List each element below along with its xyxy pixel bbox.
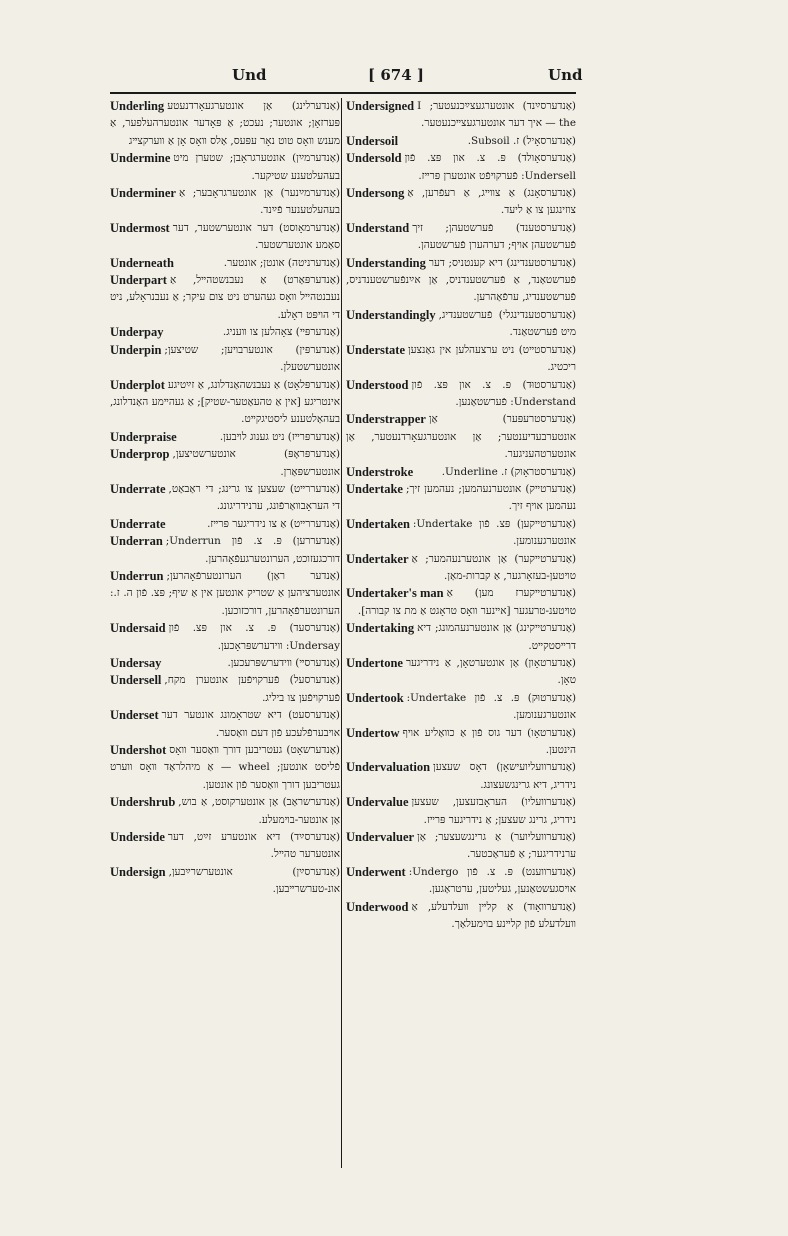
entry-definition: (אַנדערסטײט) ניט ערצעהלען אין גאַנצען ריכטיג. [408,343,576,374]
dictionary-entry [346,899,576,934]
entry-definition: (אַנדערטײקער) אַן אונטערנעהמער; אַ טױטען-בעזאָרגער, אַ קברות-מאַן. [411,552,576,582]
dictionary-entry [110,829,340,864]
dictionary-entry [346,481,576,516]
entry-headword: Undertaker [346,551,409,566]
entry-definition: (אַנדערשאָט) געטריבען דורך װאַסער װאָס פֿליסט אונטען; wheel — אַ מיהלראַד װאָס װערט געטריבען דורך װאַסער פֿון אונטען. [110,744,340,791]
entry-definition: (אַנדערפּלאָט) אַ נעבנשהאַנדלונג, אַ זײַטיגע אינטריגע [אין אַ טהעאַטער-שטיק]; אַ געהײמע האַנדלונג, בעהאַלטענע ליסטיגקײט. [110,378,340,426]
entry-definition: (אַנדערסאָולד) פּ. צ. און פּצ. פֿון Undersell: פֿערקױפֿט אונטערן פּרײז. [404,152,576,182]
entry-definition: (אַנדערסטוּד) פּ. צ. און פּצ. פֿון Understand: פֿערשטאַנען. [411,378,576,408]
entry-headword: Undersong [346,186,405,201]
entry-headword: Undersaid [110,621,166,636]
dictionary-entry [346,585,576,620]
dictionary-entry [346,464,576,481]
entry-definition: (אַנדערװעליוער) אַ גרינגשעצער; אַן ערנידריגער; אַ פֿעראַכטער. [417,831,576,861]
dictionary-entry [110,377,340,429]
entry-headword: Undervaluation [346,760,431,775]
dictionary-entry [346,829,576,864]
entry-definition: (אַנדערמײַן) אונטערגראָבן; שטערן מיט בעהעלטענע שטיקער. [173,152,340,182]
entry-definition: (אַנדערפּײ) צאָהלען צו װעניג. [222,326,340,339]
entry-definition: (אַנדערניטה) אונטן; אונטער. [223,256,340,269]
page-number: [ 674 ] [368,66,424,84]
entry-headword: Undershot [110,743,167,758]
entry-definition: (אַנדערסטרעפּער) אַן אונטערבעדיענטער; אַן אונטערגעאָרדנעטער, אַן אונטערטהעניגער. [346,413,576,461]
entry-definition: (אַנדערװעליו) העראָבזעצען, שעצען נידריג, גרינג שעצען; אַ נידריגער פּרײז. [411,796,576,826]
entry-definition: (אַנדערסאָיל) ז. Subsoil. [467,134,576,147]
entry-headword: Understand [346,220,410,235]
entry-headword: Undersay [110,656,162,670]
entry-definition: (אַנדערשראַב) אַן אונטערקוסט, אַ בוש, אַן אונטער-בױמעלע. [178,796,340,826]
left-column [110,98,340,1178]
entry-headword: Underprop [110,447,170,462]
dictionary-entry [346,551,576,586]
entry-definition: (אַנדערטאָון) אַן אונטערטאָן, אַ נידריגער טאָן. [405,657,576,687]
entry-headword: Undertaker's man [346,586,444,601]
entry-headword: Undervalue [346,795,409,810]
entry-definition: (אַנדערלינג) אַן אונטערגעאָרדנעטע פּערזאָן; אונטער; נעכט; אַ פּאָדער אונטערהעלפער, אַ מענש װאָס טוט נאָר עפּעס, אַלס װאָס אָן אַ װערקצײג [110,100,340,147]
entry-definition: (אַנדעררײט) אַ צו נידריגער פּרײז. [207,517,340,530]
dictionary-entry [110,655,340,672]
entry-definition: (אַנדערטײקערז מען) אַ טױטענ-טרעגער [אײנער װאָס טראָגט אַ מת צו קבורה]. [357,587,576,617]
entry-definition: (אַנדערסײַן) אונטערשרײַבען, אונ-טערשרײבען. [168,865,340,896]
entry-headword: Undersigned [346,99,415,113]
entry-headword: Underplot [110,377,165,392]
dictionary-entry [110,324,340,341]
dictionary-entry [110,620,340,655]
entry-definition: (אַנדערװאָוד) אַ קלײן װעלדעלע, אַ װעלדעלע פֿון קלײנע בױמעלאַך. [411,900,576,931]
dictionary-entry [346,342,576,377]
dictionary-entry [346,307,576,342]
entry-headword: Undersign [110,864,166,879]
dictionary-entry [346,377,576,412]
entry-headword: Underpraise [110,429,177,444]
entry-headword: Undervaluer [346,830,415,845]
entry-headword: Underwent [346,864,406,879]
entry-headword: Underrun [110,568,164,583]
dictionary-entry [346,185,576,220]
entry-definition: (אַנדערמײַנער) אַן אונטערגראָבער; אַ בעהעלטענער פֿײַנד. [178,187,340,217]
entry-definition: (אַנדערטאָו) דער גוס פֿון אַ כװאַליע אױף הינטען. [402,726,576,757]
dictionary-entry [346,725,576,760]
dictionary-entry [110,272,340,324]
entry-definition: (אַנדערטײק) אונטערנעהמען; נעהמען זיך; נעהמען אױף זיך. [405,482,576,513]
entry-headword: Understood [346,377,409,392]
entry-headword: Undermost [110,220,170,235]
entry-definition: (אַנדערטײקינג) אַן אונטערנעהמונג; דיא דרײסטקײט. [417,622,576,652]
entry-definition: (אַנדערטוּק) פּ. צ. פֿון Undertake: אונטערגענומען. [406,691,576,722]
entry-headword: Undertow [346,725,400,740]
dictionary-entry [346,98,576,133]
entry-headword: Underpay [110,325,164,340]
dictionary-entry [346,655,576,690]
dictionary-entry [110,98,340,150]
right-column [346,98,576,1178]
dictionary-entry [110,533,340,568]
entry-definition: (אַנדערסאָנג) אַ צװײג, אַ רעפֿרען, אַ צוזינגען צו אַ ליעד. [407,187,576,217]
entry-definition: (אַנדערסטראָוק) ז. Underline. [441,465,576,478]
dictionary-entry [110,481,340,516]
entry-headword: Understrapper [346,412,426,427]
entry-headword: Understroke [346,464,414,479]
dictionary-entry [346,690,576,725]
entry-headword: Undersoil [346,133,399,148]
entry-headword: Understandingly [346,307,436,322]
entry-headword: Underset [110,708,159,723]
dictionary-entry [346,411,576,463]
entry-definition: (אַנדערסעט) דיא שטראָמונג אונטער דער אױבערפֿלעכע פֿון דעם װאַסער. [161,709,340,739]
entry-headword: Undermine [110,151,171,166]
entry-definition: (אַנדעררען) פּ. צ. פֿון Underrun; דורכגעזוכט, הערונטערגעפֿאָהרען. [165,535,340,565]
entry-headword: Underrate [110,481,166,496]
entry-headword: Undertaken [346,516,410,531]
dictionary-entry [110,220,340,255]
entry-definition: (אַנדערסײַנד) אונטערגעצײַכנעטער; I the — איך דער אונטערגעצײכנעטער. [417,100,576,130]
entry-headword: Underneath [110,255,174,270]
entry-headword: Understanding [346,255,426,270]
column-divider [341,98,342,1168]
entry-definition: (אַנדעררײט) שעצען צו גרינג; די ראַבאַט, די העראָבװאַרפֿונג, ערנידריגונג. [168,482,340,513]
entry-headword: Undersold [346,151,402,166]
entry-headword: Underrate [110,516,166,531]
entry-headword: Underpin [110,342,162,357]
entry-definition: (אַנדערפּראָפּ) אונטערשטיצען, אונטערשפּאַרן. [172,448,340,478]
entry-definition: (אַנדערפּין) אונטערבױען; שטיצען; אונטערשטעלן. [164,343,340,374]
dictionary-entry [346,255,576,307]
entry-definition: (אַנדערװענט) פּ. צ. פֿון Undergo: אױסגעשטאַנען, געליטען, ערטראַגען. [408,865,576,896]
entry-definition: (אַנדערסײ) װידערשפּרעכען. [227,657,340,669]
entry-headword: Undersell [110,673,162,688]
dictionary-entry [346,516,576,551]
dictionary-entry [110,864,340,899]
dictionary-entry [346,220,576,255]
dictionary-entry [110,672,340,707]
dictionary-entry [346,150,576,185]
header-rule [110,92,576,94]
entry-definition: (אַנדערסעד) פּ. צ. און פּצ. פֿון Undersay: װידערשפּראָכען. [168,622,340,652]
entry-definition: (אַנדערװעליועישאָן) דאָס שעצען נידריג, דיא גרינגשעצונג. [433,761,576,791]
entry-definition: (אַנדערסײַד) דיא אונטערע זײַט, דער אונטערער טהײל. [167,831,340,861]
dictionary-entry [110,446,340,481]
entry-headword: Underling [110,99,165,113]
page-header [110,66,583,88]
entry-definition: (אַנדערטײקען) פּצ. פֿון Undertake: אונטערגענומען. [412,517,576,548]
entry-definition: (אַנדער ראַן) הערונטערפֿאָהרען; אונטערציהען אַ שטריק אונטען אין אַ שיף; פּצ. פֿון ה. ז.: הערונטערפֿאָהרען, דורכזוכען. [110,569,340,617]
dictionary-entry [346,620,576,655]
dictionary-entry [346,864,576,899]
right-guide-word: Und [548,66,583,84]
entry-definition: (אַנדערסטענדינג) דיא קענטניס; דער פֿערשטאַנד, אַ פֿערשטענדניס, אַן אײַנפֿערשטענדניס, פֿערשטענדיג, ערפֿאַהרען. [346,256,576,304]
entry-definition: (אַנדערסעל) פֿערקױפֿען אונטערן מקח, פֿערקױפֿען צו ביליג. [164,674,340,704]
entry-definition: (אַנדערפּרײז) ניט גענוג לױבען. [219,430,340,443]
dictionary-entry [110,429,340,446]
dictionary-entry [110,707,340,742]
entry-headword: Underran [110,534,163,549]
entry-headword: Undertake [346,481,403,496]
entry-headword: Underside [110,830,165,845]
entry-definition: (אַנדערסטענדינגלי) פֿערשטענדיג, מיט פֿערשטאַנד. [438,308,576,339]
entry-headword: Understate [346,342,406,357]
entry-definition: (אַנדערפּאַרט) אַ נעבנשטהײל, אַ נעבנטהײל װאָס געהערט ניט צום עיקר; אַ נעבנראָלע, ניט די הױפּט ראָלע. [110,274,340,321]
entry-headword: Undertaking [346,621,415,636]
dictionary-entry [110,516,340,533]
dictionary-entry [110,185,340,220]
dictionary-entry [110,568,340,620]
left-guide-word: Und [232,66,267,84]
entry-definition: (אַנדערמאָוסט) דער אונטערשטער, דער סאַמע אונטערשטער. [172,221,340,252]
dictionary-entry [346,133,576,150]
entry-headword: Undertook [346,690,404,705]
dictionary-entry [110,742,340,794]
dictionary-entry [110,150,340,185]
dictionary-entry [110,342,340,377]
entry-headword: Undertone [346,656,403,670]
dictionary-entry [110,794,340,829]
dictionary-entry [110,255,340,272]
entry-definition: (אַנדערסטענד) פֿערשטעהן; זיך פֿערשטעהן אױף; דערהערן פֿערשטעהן. [412,221,576,252]
entry-headword: Underwood [346,899,409,914]
dictionary-entry [346,794,576,829]
entry-headword: Underminer [110,186,176,201]
dictionary-entry [346,759,576,794]
entry-headword: Underpart [110,273,167,288]
entry-headword: Undershrub [110,795,176,810]
